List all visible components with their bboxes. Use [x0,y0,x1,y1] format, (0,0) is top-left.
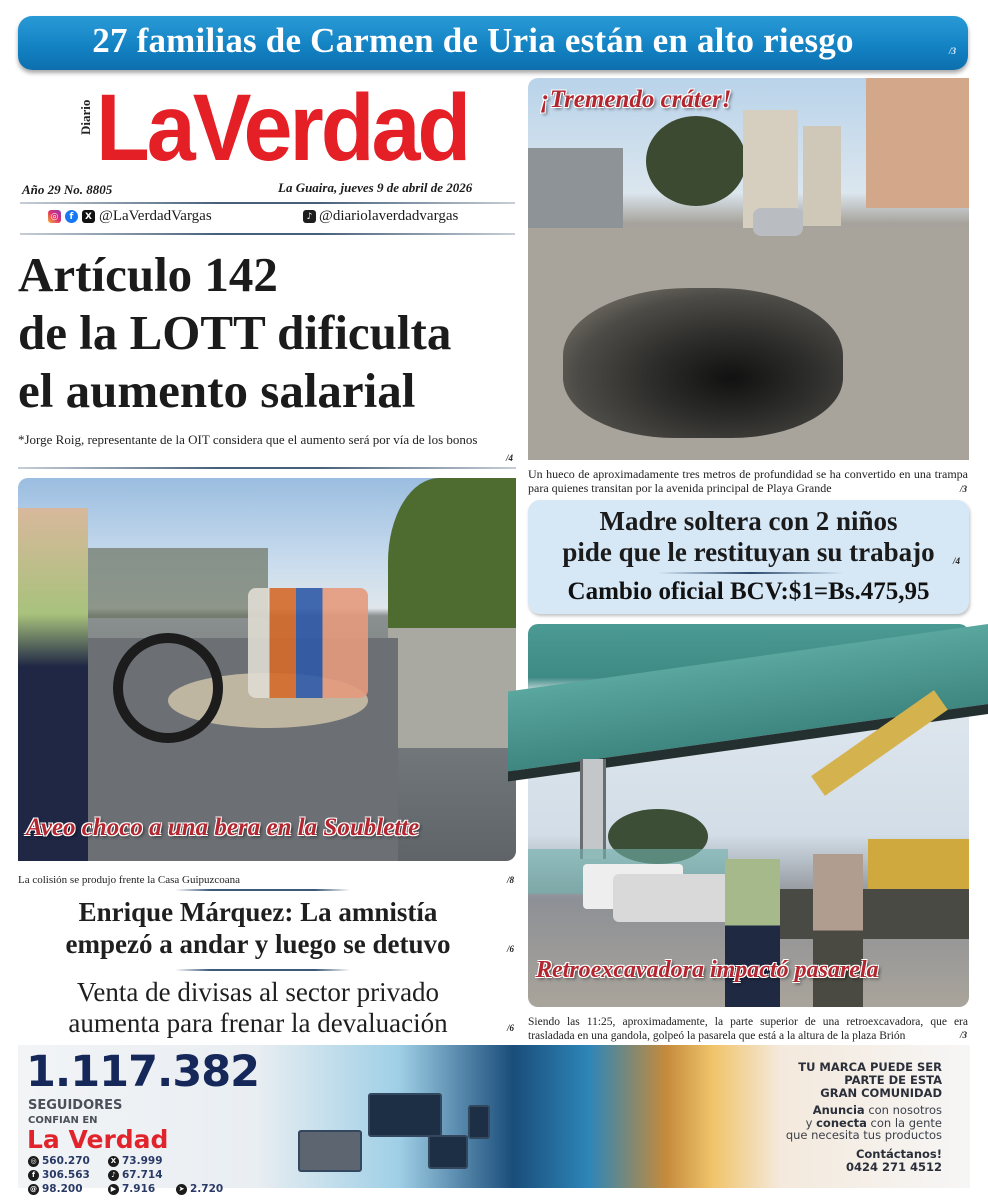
instagram-icon: ◎ [28,1156,39,1167]
main-headline-line: Artículo 142 [18,247,278,302]
building-right [866,78,969,208]
banner-headline: 27 familias de Carmen de Uria están en alto riesgo [92,21,854,60]
logo-diario: Diario [78,99,93,135]
stat-telegram [176,1183,223,1195]
madre-page-ref: /4 [953,556,961,566]
man-shirt [813,854,863,1007]
pitch-line: TU MARCA PUEDE SER [798,1060,942,1074]
instagram-icon: ◎ [48,210,61,223]
tree [646,116,746,206]
stat-value: 98.200 [42,1183,83,1195]
dateline: La Guaira, jueves 9 de abril de 2026 [278,180,473,195]
monitor-icon [368,1093,442,1137]
main-page-ref: /4 [506,453,514,463]
ad-pitch [786,1061,942,1174]
x-icon: X [82,210,95,223]
stat-value: 560.270 [42,1155,90,1167]
facebook-icon: f [65,210,78,223]
stat-value: 2.720 [190,1183,224,1195]
tiktok-icon: ♪ [303,210,316,223]
contact-label: Contáctanos! [855,1146,942,1161]
stat-x [108,1155,163,1167]
tablet-icon [428,1135,468,1169]
excavator-photo[interactable] [528,624,969,1007]
ad-body: y [805,1115,817,1130]
headline-venta-divisas[interactable] [18,977,498,1039]
laptop-icon [298,1130,362,1172]
youtube-icon: ▶ [108,1184,119,1195]
social-handle: @LaVerdadVargas [99,208,212,224]
enrique-page-ref: /6 [507,944,515,954]
main-headline[interactable] [18,246,451,420]
masthead-divider-top [20,202,515,204]
contact-phone[interactable]: 0424 271 4512 [845,1159,942,1174]
building-mid-2 [803,126,841,226]
ad-body-bold: Anuncia [812,1103,865,1117]
stat-facebook [28,1169,90,1181]
telegram-icon: ➤ [176,1184,187,1195]
blue-box-divider [658,572,843,574]
tiktok-handle: @diariolaverdadvargas [319,208,459,224]
ad-seguidores: SEGUIDORES [28,1098,123,1113]
excavator-caption: Siendo las 11:25, aproximadamente, la parte superior de una retroexcavadora, que era trasladada en una gandola, golpeó la pasarela que está a la altura de la plaza Brión [528,1016,968,1042]
crater-caption: Un hueco de aproximadamente tres metros de profundidad se ha convertido en una trampa para quienes transitan por la avenida principal de Playa Grande [528,467,968,495]
main-divider [18,467,516,469]
headline-line: aumenta para frenar la devaluación [68,1008,448,1038]
car [753,208,803,236]
headline-line: Enrique Márquez: La amnistía [78,897,438,927]
stat-value: 73.999 [122,1155,163,1167]
stat-threads [28,1183,83,1195]
madre-soltera-box[interactable] [528,500,969,614]
crater-photo[interactable] [528,78,969,460]
newspaper-logo: LaVerdad [96,73,469,181]
pitch-line: PARTE DE ESTA [844,1073,942,1087]
person-left [18,508,88,861]
stat-value: 7.916 [122,1183,156,1195]
social-handles[interactable] [48,208,212,225]
stat-value: 67.714 [122,1169,163,1181]
divider-venta [175,969,350,971]
exchange-rate: Cambio oficial BCV:$1=Bs.475,95 [567,578,930,605]
motorcycle [113,633,223,743]
tiktok-handle-row[interactable] [303,208,458,225]
trailer [778,889,969,939]
issue-number: Año 29 No. 8805 [22,182,113,197]
ad-body: que necesita tus productos [785,1128,942,1142]
madre-headline [528,506,969,568]
madre-headline-line: Madre soltera con 2 niños [599,506,898,536]
tiktok-icon: ♪ [108,1170,119,1181]
people-group [248,588,368,698]
excavator-photo-title: Retroexcavadora impactó pasarela [536,957,879,983]
pickup-truck [613,874,733,922]
excavator-page-ref: /3 [960,1030,968,1040]
phone-icon [468,1105,490,1139]
ad-body: con nosotros [864,1103,942,1117]
x-icon: X [108,1156,119,1167]
officer [725,859,780,1007]
crash-photo[interactable] [18,478,516,861]
madre-headline-line: pide que le restituyan su trabajo [562,537,935,567]
ad-confian: CONFIAN EN [28,1115,98,1126]
followers-ad-banner[interactable] [18,1045,970,1195]
masthead-divider-bottom [20,233,515,235]
pitch-line: GRAN COMUNIDAD [820,1086,942,1100]
stat-tiktok [108,1169,163,1181]
stat-youtube [108,1183,155,1195]
facebook-icon: f [28,1170,39,1181]
ad-brand: La Verdad [27,1125,169,1154]
banner-page-ref: /3 [948,46,956,56]
main-subhead: *Jorge Roig, representante de la OIT considera que el aumento será por vía de los bonos [18,432,478,447]
barrier-wall [388,628,516,748]
crash-page-ref: /8 [507,875,515,885]
pothole [563,288,843,438]
ad-body-bold: conecta [816,1115,867,1130]
stat-value: 306.563 [42,1169,90,1181]
crater-photo-title: ¡Tremendo cráter! [540,86,732,113]
followers-total: 1.117.382 [26,1047,260,1097]
main-headline-line: el aumento salarial [18,363,416,418]
crash-caption: La colisión se produjo frente la Casa Guipuzcoana [18,874,241,886]
venta-page-ref: /6 [507,1023,515,1033]
crash-photo-title: Aveo choco a una bera en la Soublette [26,814,420,841]
trees-left [68,548,268,618]
headline-line: empezó a andar y luego se detuvo [65,929,451,959]
top-banner[interactable] [18,16,968,70]
crater-page-ref: /3 [960,484,968,494]
divider-enrique [175,889,350,891]
stat-instagram [28,1155,90,1167]
main-headline-line: de la LOTT dificulta [18,305,452,360]
threads-icon: @ [30,1185,37,1193]
headline-line: Venta de divisas al sector privado [76,977,440,1007]
utility-pole [580,759,606,859]
headline-enrique-marquez[interactable] [18,896,498,960]
ad-body: con la gente [866,1115,942,1130]
